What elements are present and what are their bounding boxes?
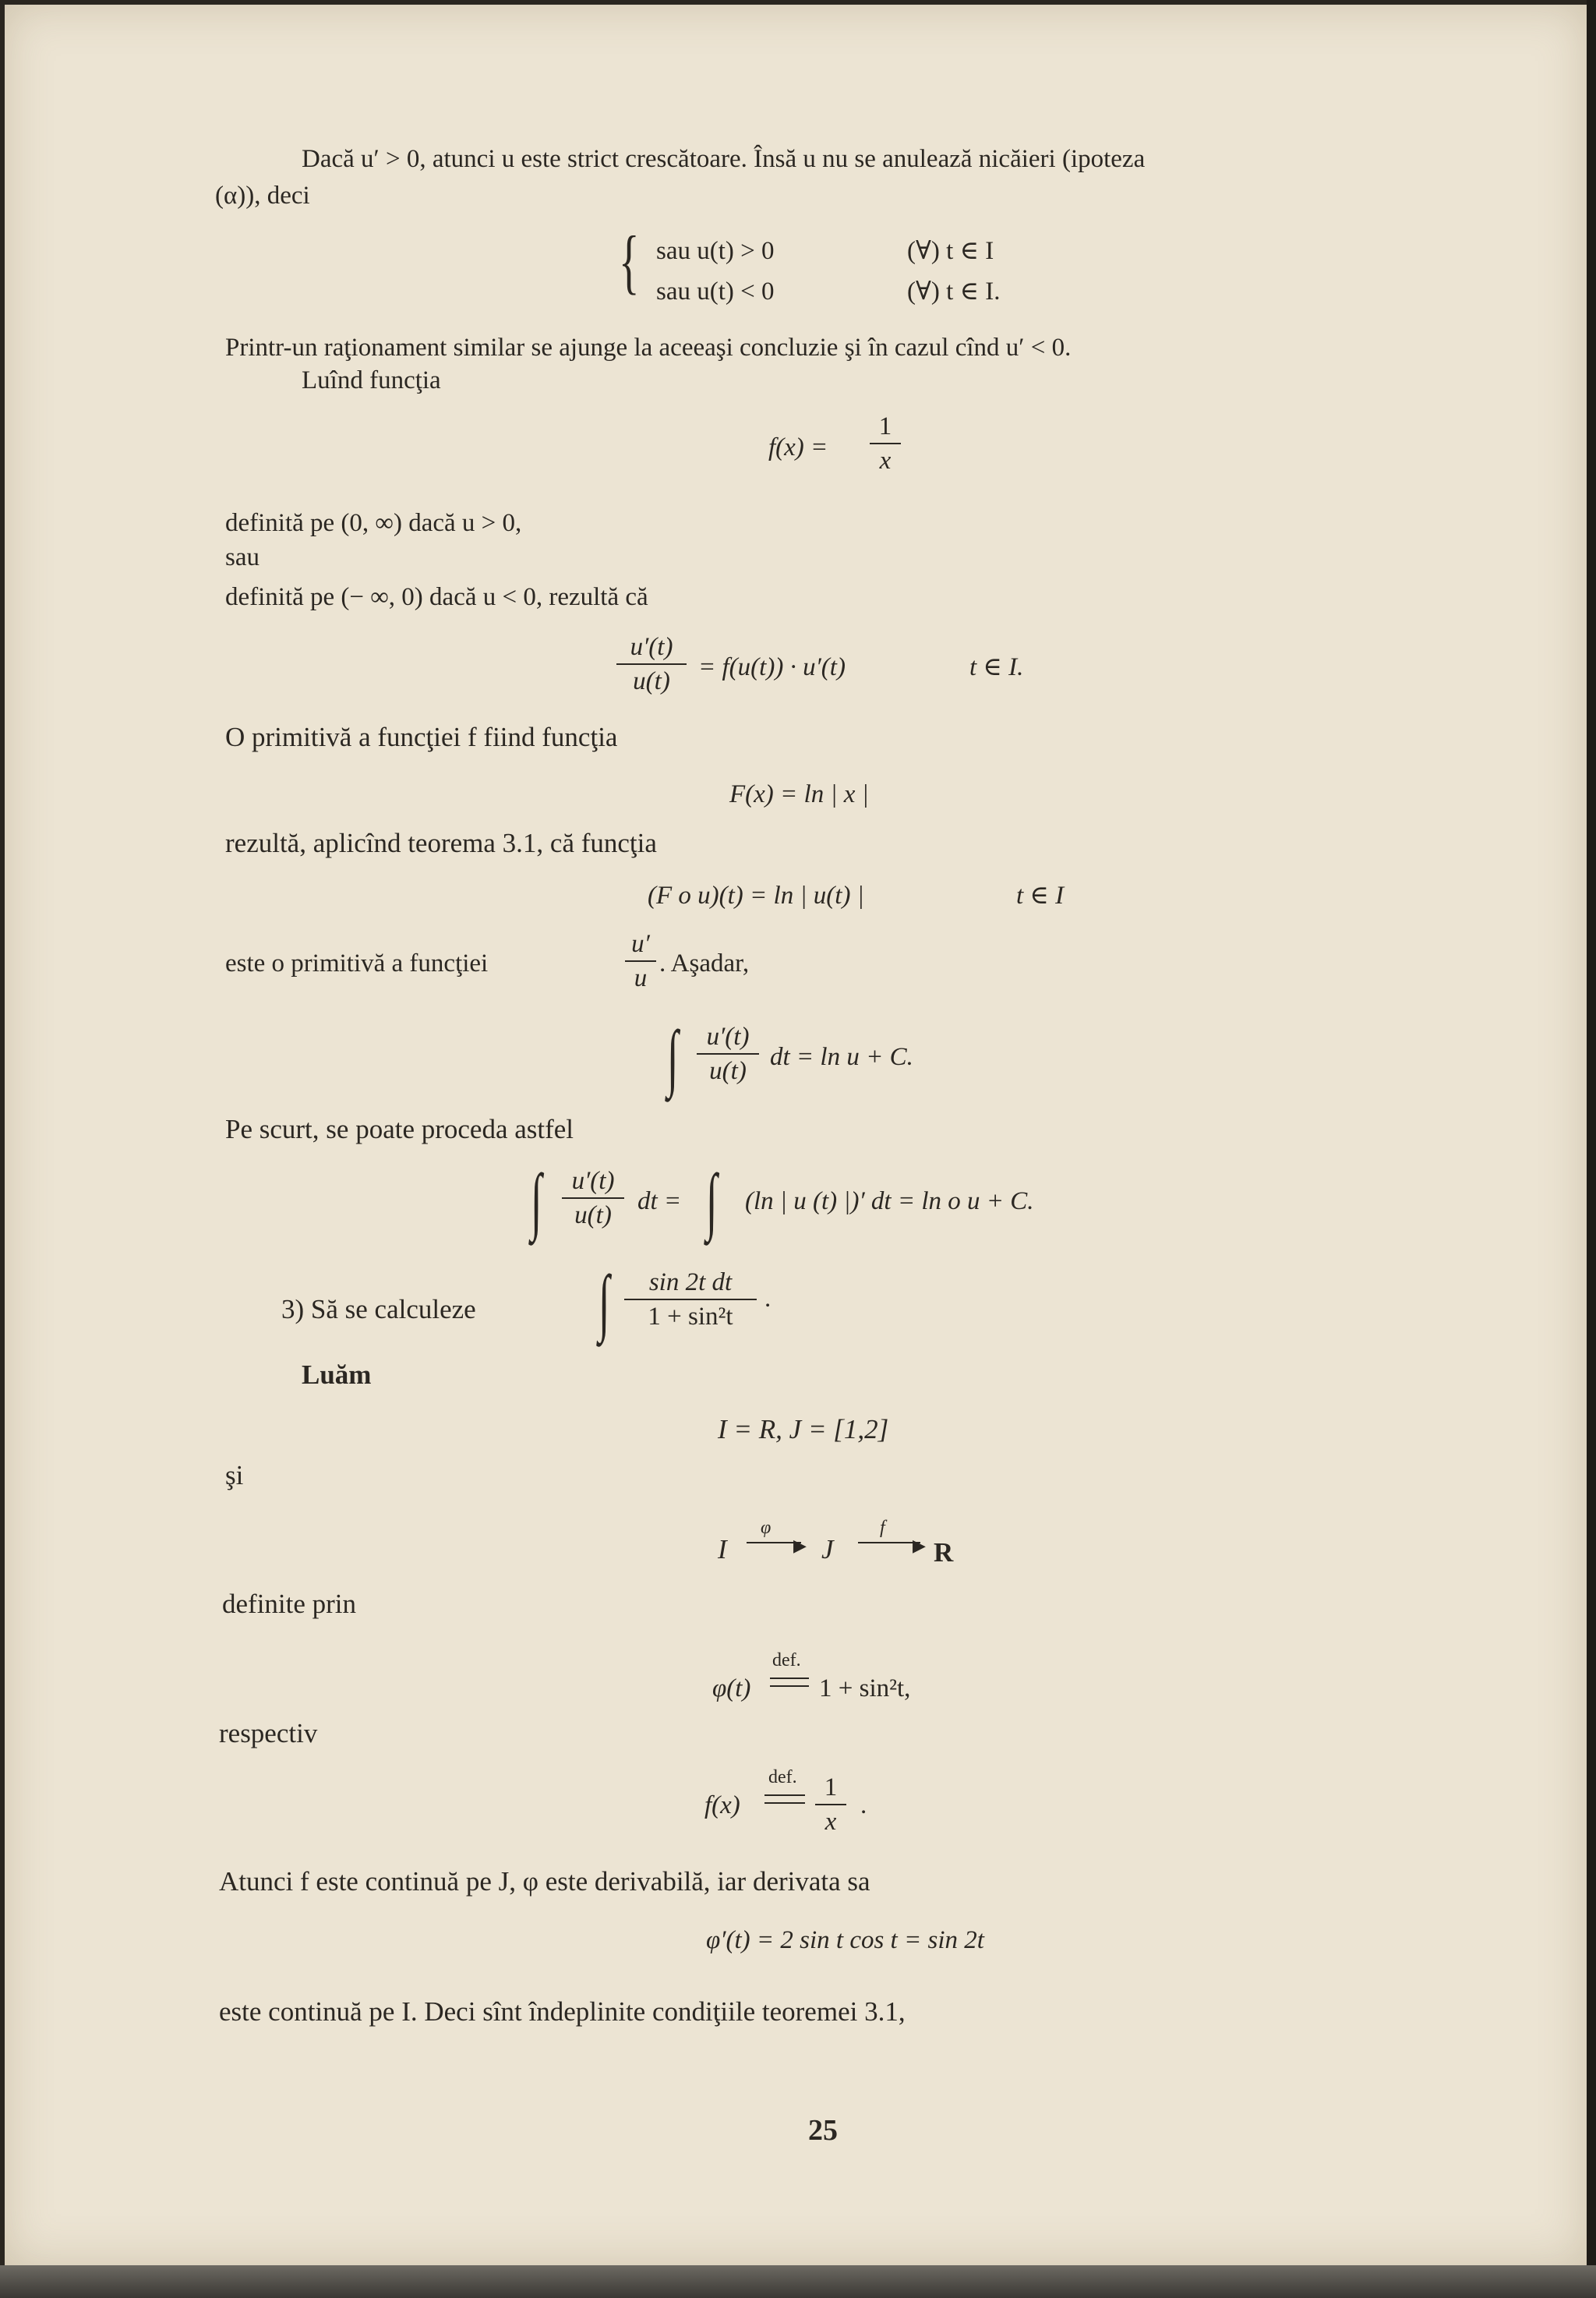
map-label: f [880,1518,885,1538]
formula-rhs: (ln | u (t) |)′ dt = ln o u + C. [745,1187,1034,1215]
formula-middle: dt = [637,1187,682,1215]
paragraph-line: şi [225,1460,244,1490]
numerator: u′(t) [571,1167,615,1195]
punctuation: . [860,1791,867,1819]
case-condition: (∀) t ∈ I. [907,278,1001,306]
integral-symbol: ∫ [531,1158,542,1242]
denominator: x [879,447,892,475]
equals-bar [770,1685,809,1687]
fraction [815,1773,846,1837]
left-brace-symbol: { [619,221,640,301]
numerator: u′(t) [706,1023,750,1051]
definition-mark: def. [772,1650,801,1670]
fraction [624,1267,757,1331]
fraction-bar [616,663,687,665]
fraction-bar [624,1299,757,1300]
paragraph-line: O primitivă a funcţiei f fiind funcţia [225,722,618,752]
numerator: 1 [878,412,892,440]
fraction [616,632,687,696]
definition-mark: def. [768,1767,797,1787]
equals-bar [764,1794,805,1796]
formula-lhs: φ(t) [712,1674,751,1702]
arrow-head-icon: ▶ [793,1536,807,1555]
denominator: u [634,964,648,992]
fraction-bar [697,1053,759,1055]
case-line: sau u(t) > 0 [656,237,775,265]
denominator: u(t) [709,1057,747,1085]
fraction [870,412,901,476]
formula: I = R, J = [1,2] [718,1414,889,1444]
fraction [625,929,656,993]
formula-lhs: f(x) = [768,433,828,461]
codomain-set: J [821,1534,834,1564]
paragraph-line: sau [225,543,260,571]
fraction-bar [870,443,901,444]
arrow-icon [858,1542,920,1543]
fraction-bar [815,1804,846,1805]
paragraph-line: (α)), deci [215,182,310,210]
formula-rhs: = f(u(t)) · u′(t) [698,653,846,681]
formula-rhs: 1 + sin²t, [819,1674,911,1702]
denominator: u(t) [574,1201,612,1229]
integral-symbol: ∫ [667,1015,679,1098]
numerator: sin 2t dt [648,1268,733,1296]
page-number: 25 [808,2114,838,2147]
numerator: u′(t) [630,633,673,661]
denominator: 1 + sin²t [648,1303,733,1331]
case-condition: (∀) t ∈ I [907,237,994,265]
fraction-bar [562,1197,624,1199]
formula: F(x) = ln | x | [729,780,869,808]
formula-rhs: dt = ln u + C. [770,1043,913,1071]
denominator: x [824,1808,837,1836]
paragraph-line: Atunci f este continuă pe J, φ este derivabilă, iar derivata sa [219,1866,870,1897]
paragraph-line: Dacă u′ > 0, atunci u este strict crescătoare. Însă u nu se anulează nicăieri (ipoteza [302,145,1146,173]
formula-condition: t ∈ I. [969,653,1024,681]
page-edge [1587,0,1596,2265]
numerator: 1 [824,1773,838,1801]
paragraph-line: este o primitivă a funcţiei [225,949,489,978]
formula-lhs: f(x) [704,1791,740,1819]
formula: (F o u)(t) = ln | u(t) | [648,882,864,910]
formula-condition: t ∈ I [1016,882,1065,910]
paragraph-line: Luăm [302,1359,372,1390]
scan-border [0,2265,1596,2298]
paragraph-line: . Aşadar, [659,949,750,978]
paragraph-line: este continuă pe I. Deci sînt îndeplinite condiţiile teoremei 3.1, [219,1996,906,2027]
paragraph-line: Printr-un raţionament similar se ajunge la aceeaşi concluzie şi în cazul cînd u′ < 0. [225,334,1072,362]
equals-bar [764,1802,805,1804]
fraction [562,1166,624,1230]
punctuation: . [764,1285,772,1313]
numerator: u′ [631,930,650,958]
formula: φ′(t) = 2 sin t cos t = sin 2t [706,1926,984,1954]
paragraph-line: Pe scurt, se poate proceda astfel [225,1114,574,1144]
exercise-label: 3) Să se calculeze [281,1294,476,1324]
paragraph-line: rezultă, aplicînd teorema 3.1, că funcţia [225,828,657,858]
fraction [697,1022,759,1086]
paragraph-line: definită pe (0, ∞) dacă u > 0, [225,509,522,537]
paragraph-line: respectiv [219,1718,318,1748]
denominator: u(t) [633,667,670,695]
book-page [5,5,1587,2265]
integral-symbol: ∫ [706,1158,718,1242]
arrow-head-icon: ▶ [913,1536,926,1555]
equals-bar [770,1678,809,1679]
target-set: R [934,1537,954,1568]
domain-set: I [718,1534,727,1564]
map-label: φ [761,1518,772,1538]
integral-symbol: ∫ [598,1260,610,1343]
paragraph-line: definită pe (− ∞, 0) dacă u < 0, rezultă că [225,583,648,611]
case-line: sau u(t) < 0 [656,278,775,306]
fraction-bar [625,960,656,962]
paragraph-line: Luînd funcţia [302,366,441,394]
paragraph-line: definite prin [222,1589,357,1619]
